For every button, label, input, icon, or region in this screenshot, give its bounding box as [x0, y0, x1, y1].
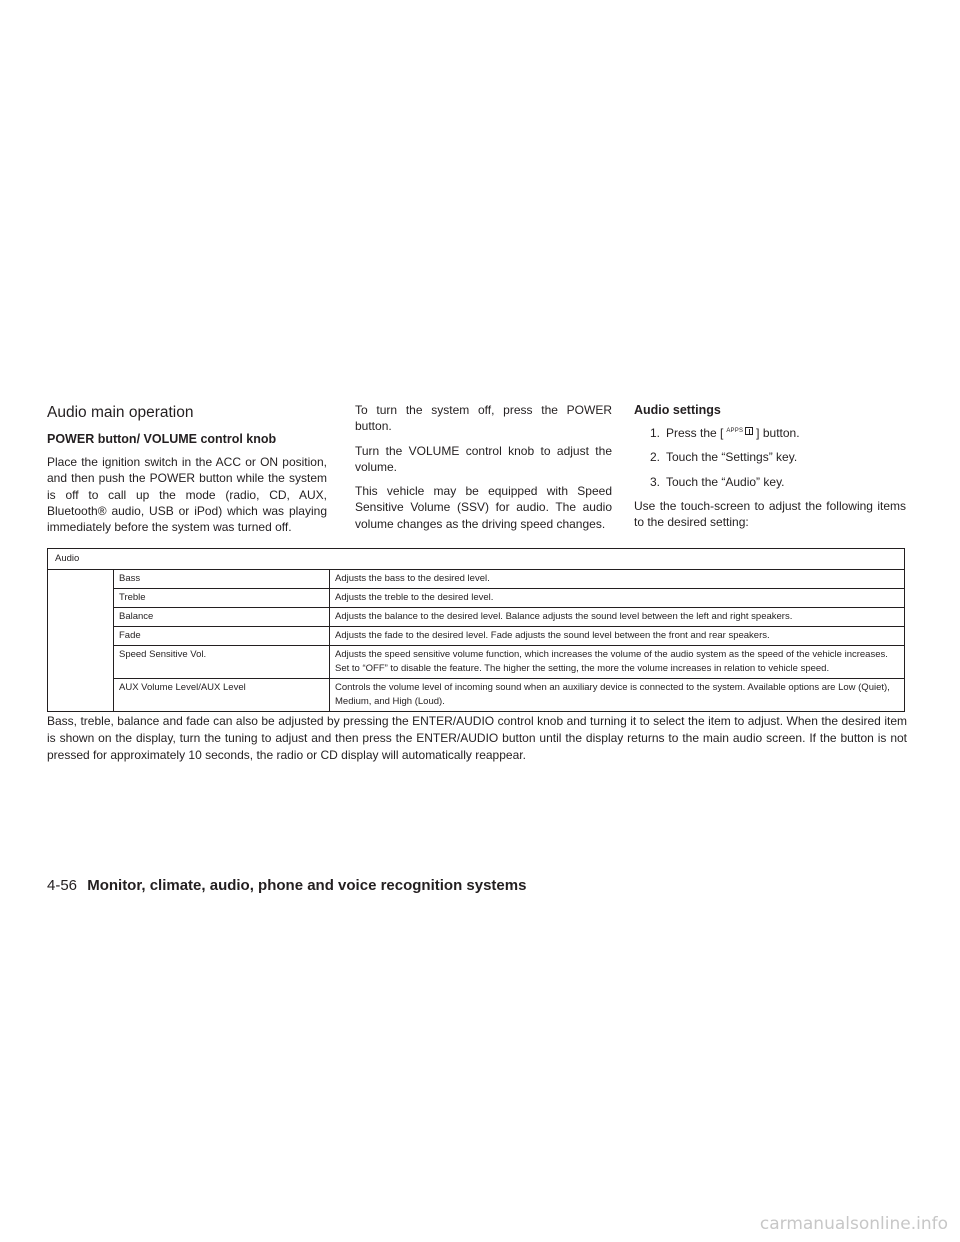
chapter-title: Monitor, climate, audio, phone and voice recognition systems: [87, 877, 527, 894]
power-paragraph: Place the ignition switch in the ACC or ON position, and then push the POWER button while the system is off to call up the mode (radio, CD, AUX, Bluetooth® audio, USB or iPod) which was playing immediately before the system was turned off.: [47, 455, 327, 535]
table-item: Bass: [114, 570, 330, 589]
column-1: [47, 402, 327, 535]
table-item: AUX Volume Level/AUX Level: [114, 679, 330, 712]
table-header: Audio: [48, 549, 905, 570]
table-item: Balance: [114, 608, 330, 627]
step-item: 2. Touch the “Settings” key.: [650, 450, 798, 465]
table-indent-cell: [48, 570, 114, 712]
audio-settings-heading: Audio settings: [634, 403, 721, 417]
table-row: [48, 608, 905, 627]
column-2: [355, 402, 612, 532]
table-item: Speed Sensitive Vol.: [114, 646, 330, 679]
page-number: 4-56: [47, 877, 78, 894]
table-desc: Adjusts the fade to the desired level. Fade adjusts the sound level between the front and rear speakers.: [330, 627, 905, 646]
table-row: [48, 646, 905, 679]
table-desc: Adjusts the bass to the desired level.: [330, 570, 905, 589]
table-desc: Adjusts the speed sensitive volume function, which increases the volume of the audio system as the speed of the vehicle increases. Set to “OFF” to disable the feature. The higher the setting, the more the volume increases in relation to vehicle speed.: [330, 646, 905, 679]
watermark-text[interactable]: carmanualsonline.info: [759, 1214, 948, 1234]
table-row: [48, 627, 905, 646]
table-desc: Adjusts the treble to the desired level.: [330, 589, 905, 608]
step-item: 3. Touch the “Audio” key.: [650, 474, 785, 489]
step-item: 1. Press the [ APPS ] button.: [634, 425, 906, 441]
column-3: [634, 402, 906, 530]
audio-settings-intro: Use the touch-screen to adjust the following items to the desired setting:: [634, 498, 906, 530]
table-row: [48, 570, 905, 589]
ssv-paragraph: This vehicle may be equipped with Speed Sensitive Volume (SSV) for audio. The audio volume changes as the driving speed changes.: [355, 484, 612, 531]
table-desc: Controls the volume level of incoming sound when an auxiliary device is connected to the system. Available options are Low (Quiet), Medium, and High (Loud).: [330, 679, 905, 712]
power-off-paragraph: To turn the system off, press the POWER button.: [355, 403, 612, 434]
table-item: Treble: [114, 589, 330, 608]
table-header-row: [48, 549, 905, 570]
section-title: Audio main operation: [47, 404, 194, 421]
audio-settings-table: [47, 548, 905, 712]
apps-icon: APPS: [726, 423, 753, 439]
table-desc: Adjusts the balance to the desired level. Balance adjusts the sound level between the left and right speakers.: [330, 608, 905, 627]
table-item: Fade: [114, 627, 330, 646]
table-row: [48, 589, 905, 608]
after-table-paragraph: Bass, treble, balance and fade can also be adjusted by pressing the ENTER/AUDIO control knob and turning it to select the item to adjust. When the desired item is shown on the display, turn the tuning to adjust and then press the ENTER/AUDIO button until the display returns to the main audio screen. If the button is not pressed for approximately 10 seconds, the radio or CD display will automatically reappear.: [47, 714, 907, 762]
page-footer: [47, 877, 526, 895]
power-volume-subheading: POWER button/ VOLUME control knob: [47, 432, 277, 446]
audio-settings-steps: [634, 425, 906, 490]
table-row: [48, 679, 905, 712]
volume-paragraph: Turn the VOLUME control knob to adjust the volume.: [355, 443, 612, 474]
